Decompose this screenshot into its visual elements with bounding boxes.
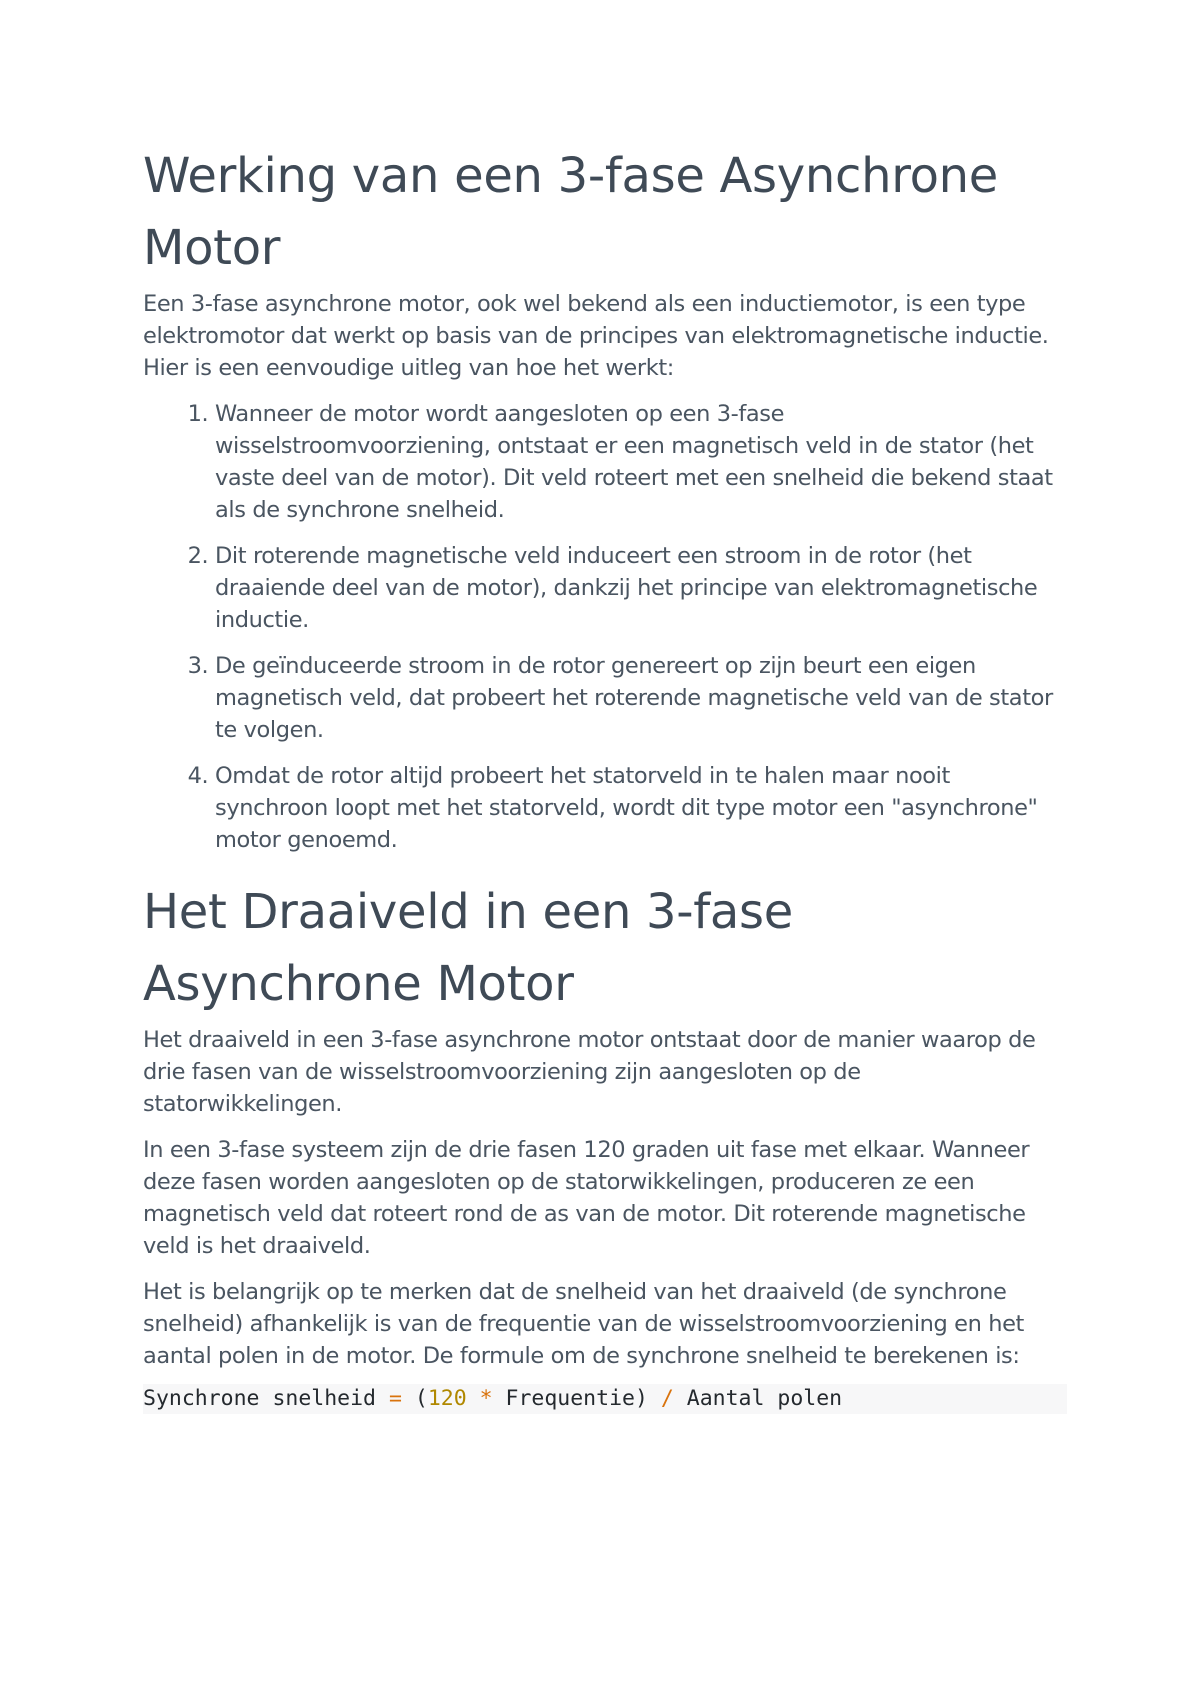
steps-list <box>143 398 1063 856</box>
intro-paragraph: Een 3-fase asynchrone motor, ook wel bekend als een inductiemotor, is een type elektromotor dat werkt op basis van de principes van elektromagnetische inductie. Hier is een eenvoudige uitleg van hoe het werkt: <box>143 291 1049 381</box>
formula-frequency: Frequentie) <box>505 1386 648 1411</box>
paragraph-draaiveld-3: Het is belangrijk op te merken dat de snelheid van het draaiveld (de synchrone snelheid) afhankelijk is van de frequentie van de wisselstroomvoorziening en het aantal polen in de motor. De formule om de synchrone snelheid te berekenen is: <box>143 1279 1024 1369</box>
heading-draaiveld: Het Draaiveld in een 3-fase Asynchrone Motor <box>143 884 793 1012</box>
list-item: 3. De geïnduceerde stroom in de rotor genereert op zijn beurt een eigen magnetisch veld, dat probeert het roterende magnetische veld van de stator te volgen. <box>215 650 1063 746</box>
formula-poles: Aantal polen <box>686 1386 843 1411</box>
formula-lhs: Synchrone snelheid <box>143 1386 376 1411</box>
heading-werking: Werking van een 3-fase Asynchrone Motor <box>143 148 998 276</box>
formula-divide: / <box>660 1386 674 1411</box>
formula-times: * <box>479 1386 493 1411</box>
paragraph-draaiveld-2: In een 3-fase systeem zijn de drie fasen 120 graden uit fase met elkaar. Wanneer deze fasen worden aangesloten op de statorwikkelingen, produceren ze een magnetisch veld dat roteert rond de as van de motor. Dit roterende magnetische veld is het draaiveld. <box>143 1137 1030 1259</box>
paragraph-draaiveld-1: Het draaiveld in een 3-fase asynchrone motor ontstaat door de manier waarop de drie fasen van de wisselstroomvoorziening zijn aangesloten op de statorwikkelingen. <box>143 1027 1036 1117</box>
formula-number: 120 <box>427 1386 467 1411</box>
formula-code-block <box>143 1384 1067 1414</box>
formula-open-paren: ( <box>414 1386 428 1411</box>
list-item: 2. Dit roterende magnetische veld induceert een stroom in de rotor (het draaiende deel van de motor), dankzij het principe van elektromagnetische inductie. <box>215 540 1063 636</box>
list-item: 1. Wanneer de motor wordt aangesloten op een 3-fase wisselstroomvoorziening, ontstaat er een magnetisch veld in de stator (het vaste deel van de motor). Dit veld roteert met een snelheid die bekend staat als de synchrone snelheid. <box>215 398 1063 526</box>
list-item: 4. Omdat de rotor altijd probeert het statorveld in te halen maar nooit synchroon loopt met het statorveld, wordt dit type motor een "asynchrone" motor genoemd. <box>215 760 1063 856</box>
document-page <box>143 140 1063 1414</box>
formula-equals: = <box>388 1386 402 1411</box>
